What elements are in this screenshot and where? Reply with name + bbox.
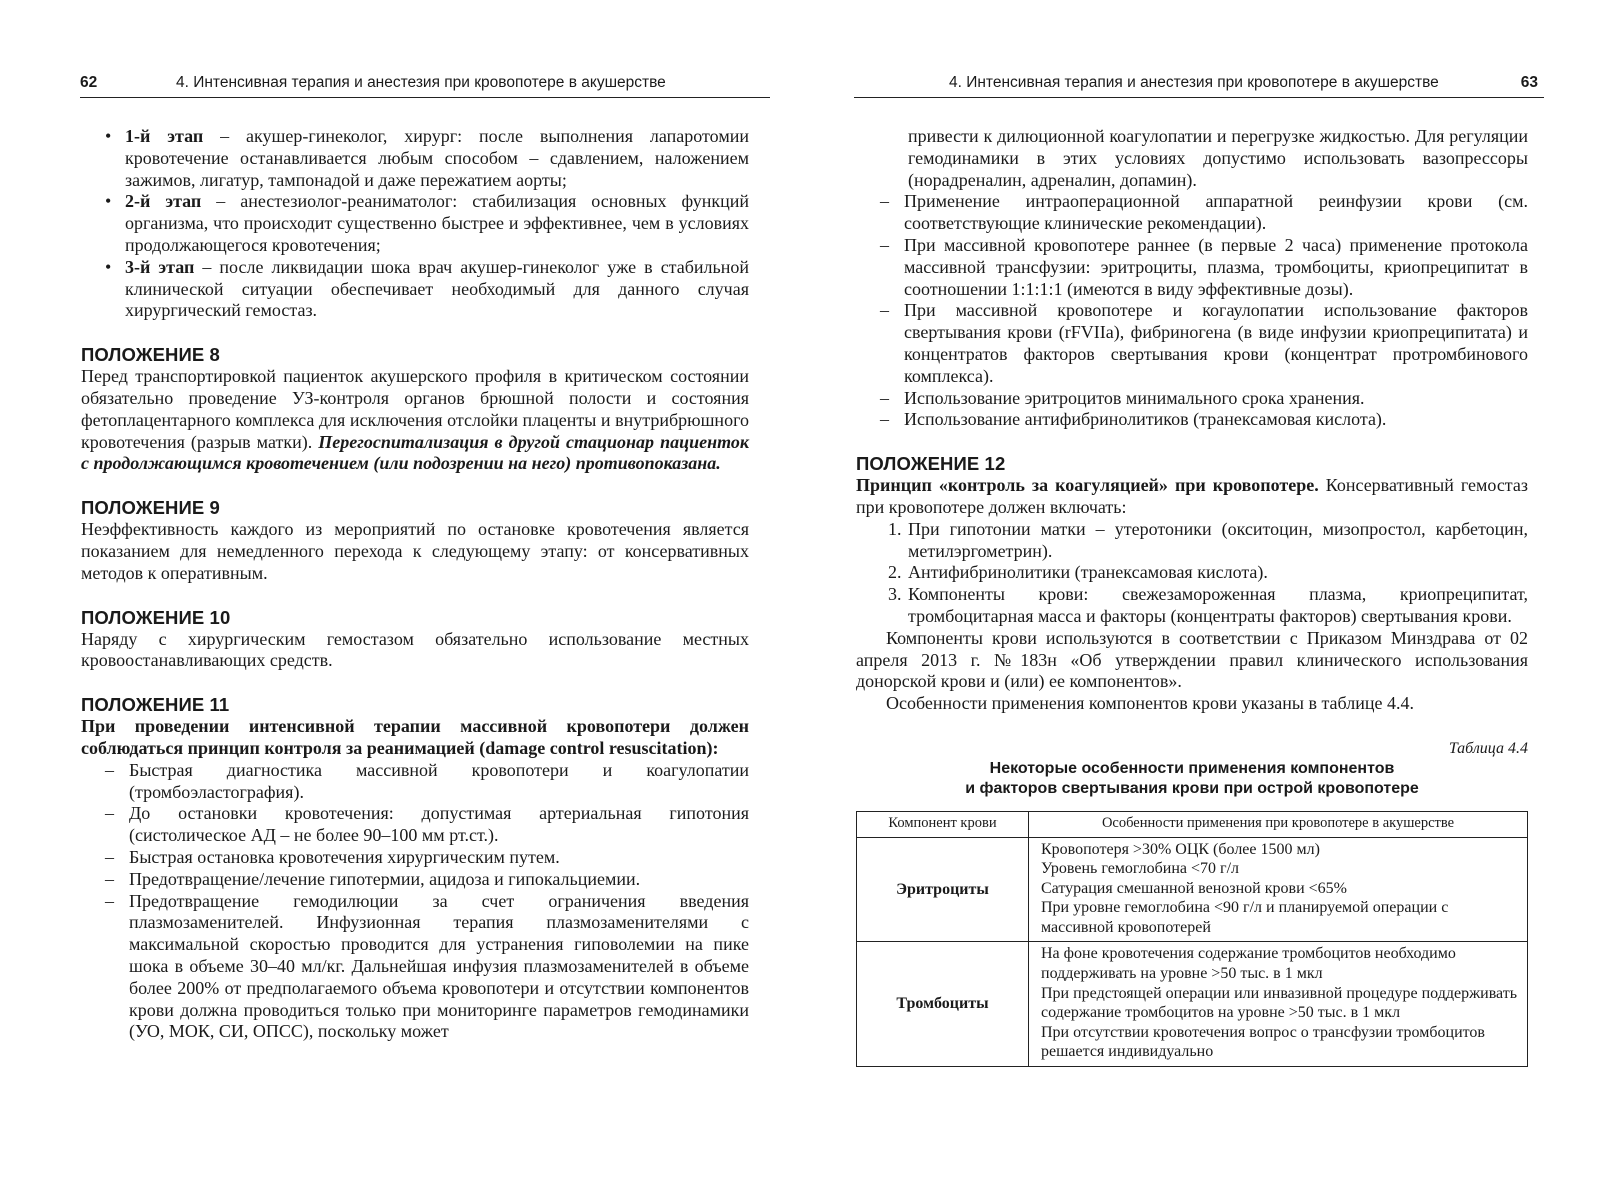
bullet-icon: • (105, 191, 112, 212)
list-item-text: Антифибринолитики (транексамовая кислота). (908, 562, 1268, 583)
stage-label: 1-й этап (125, 126, 204, 146)
dash-icon: – (880, 234, 889, 255)
page-number: 62 (80, 74, 98, 91)
list-item-text: До остановки кровотечения: допустимая артериальная гипотония (систолическое АД – не более 90–100 мм рт.ст.). (129, 803, 749, 846)
list-item (81, 191, 749, 256)
paragraph-order: Компоненты крови используются в соответствии с Приказом Минздрава от 02 апреля 2013 г. №183н «Об утверждении правил клинического использования донорской крови и (или) ее компонентов». (856, 627, 1528, 692)
list-item (856, 191, 1528, 235)
dash-icon: – (880, 300, 889, 321)
list-item (81, 803, 749, 847)
list-item (81, 760, 749, 804)
stage-list (81, 126, 749, 322)
list-item-text: При гипотонии матки – утеротоники (окситоцин, мизопростол, карбетоцин, метилэргометрин). (908, 518, 1528, 561)
list-item-text: Использование эритроцитов минимального срока хранения. (904, 387, 1365, 408)
paragraph-table-ref: Особенности применения компонентов крови указаны в таблице 4.4. (886, 693, 1414, 714)
list-item-text: Быстрая остановка кровотечения хирургическим путем. (129, 846, 560, 867)
details-cell (1029, 837, 1528, 942)
details-cell (1029, 942, 1528, 1067)
section-12-list (856, 519, 1528, 628)
list-item (81, 257, 749, 322)
list-item (856, 409, 1528, 431)
dash-icon: – (880, 387, 889, 408)
details-line: При предстоящей операции или инвазивной процедуре поддерживать содержание тромбоцитов на уровне >50 тыс. в 1 мкл (1041, 984, 1518, 1022)
details-line: Сатурация смешанной венозной крови <65% (1041, 879, 1347, 897)
list-item (81, 891, 749, 1044)
dash-icon: – (880, 409, 889, 430)
continued-list (856, 191, 1528, 431)
list-item (856, 235, 1528, 300)
component-cell: Тромбоциты (857, 942, 1029, 1067)
left-text-column (81, 126, 749, 1043)
section-12-lead-text: Консервативный гемостаз при кровопотере должен включать: (856, 475, 1528, 517)
dash-icon: – (105, 868, 114, 889)
table-title-line: и факторов свертывания крови при острой кровопотере (965, 779, 1419, 797)
list-item (81, 126, 749, 191)
details-line: Уровень гемоглобина <70 г/л (1041, 860, 1240, 878)
component-cell: Эритроциты (857, 837, 1029, 942)
table-title (856, 759, 1528, 799)
running-head-title: 4. Интенсивная терапия и анестезия при кровопотере в акушерстве (176, 74, 666, 91)
section-heading-10: ПОЛОЖЕНИЕ 10 (81, 606, 231, 628)
details-line: При отсутствии кровотечения вопрос о трансфузии тромбоцитов решается индивидуально (1041, 1023, 1485, 1061)
section-11-lead (81, 716, 749, 760)
table-header-cell: Особенности применения при кровопотере в акушерстве (1029, 811, 1528, 837)
list-item (856, 562, 1528, 584)
section-heading-12: ПОЛОЖЕНИЕ 12 (856, 453, 1006, 475)
table-header-cell: Компонент крови (857, 811, 1029, 837)
right-page (800, 0, 1600, 1196)
list-item (856, 300, 1528, 387)
stage-text: – акушер-гинеколог, хирург: после выполнения лапаротомии кровотечение останавливается любым способом – сдавлением, наложением зажимов, лигатур, тампонадой и даже пережатием аорты; (125, 126, 749, 190)
details-line: Кровопотеря >30% ОЦК (более 1500 мл) (1041, 840, 1320, 858)
stage-text: – анестезиолог-реаниматолог: стабилизация основных функций организма, что происходит существенно быстрее и эффективнее, чем в условиях продолжающегося кровотечения; (125, 191, 750, 255)
bullet-icon: • (105, 126, 112, 146)
list-number: 3. (888, 584, 902, 605)
section-12-lead (856, 475, 1528, 519)
section-11-lead-bold: При проведении интенсивной терапии массивной кровопотери должен соблюдаться принцип контроля за реанимацией (damage control resuscitation): (81, 716, 749, 758)
dash-icon: – (105, 759, 114, 780)
list-item (856, 584, 1528, 628)
dash-icon: – (105, 846, 114, 867)
list-item-text: Быстрая диагностика массивной кровопотери и коагулопатии (тромбоэластография). (129, 759, 749, 802)
list-number: 2. (888, 562, 902, 583)
section-9-text: Неэффективность каждого из мероприятий по остановке кровотечения является показанием для немедленного перехода к следующему этапу: от консервативных методов к оперативным. (81, 519, 749, 583)
dash-icon: – (105, 803, 114, 824)
table-row (857, 942, 1528, 1067)
list-item-text: Применение интраоперационной аппаратной реинфузии крови (см. соответствующие клинические рекомендации). (904, 191, 1528, 234)
table-header-row (857, 811, 1528, 837)
list-item-text: Предотвращение/лечение гипотермии, ацидоза и гипокальциемии. (129, 868, 641, 889)
running-head (80, 72, 770, 98)
section-10-text: Наряду с хирургическим гемостазом обязательно использование местных кровоостанавливающих средств. (81, 628, 749, 671)
section-8-body: Перед транспортировкой пациенток акушерского профиля в критическом состоянии обязательно проведение УЗ-контроля органов брюшной полости и состояния фетоплацентарного комплекса для исключения отслойки плаценты и внутрибрюшного кровотечения (разрыв матки). (81, 366, 749, 452)
dash-icon: – (880, 191, 889, 212)
table-title-line: Некоторые особенности применения компонентов (989, 759, 1395, 777)
list-item-text: Компоненты крови: свежезамороженная плазма, криопреципитат, тромбоцитарная масса и факторы (концентраты факторов) свертывания крови. (908, 584, 1528, 626)
blood-components-table (856, 811, 1528, 1067)
continued-list-text: привести к дилюционной коагулопатии и перегрузке жидкостью. Для регуляции гемодинамики в этих условиях допустимо использовать вазопрессоры (норадреналин, адреналин, допамин). (908, 126, 1528, 190)
running-head-title: 4. Интенсивная терапия и анестезия при кровопотере в акушерстве (949, 74, 1439, 91)
section-8-emphasis: Перегоспитализация в другой стационар пациенток с продолжающимся кровотечением (или подозрении на него) противопоказана. (81, 431, 749, 474)
table-row (857, 837, 1528, 942)
dash-icon: – (105, 890, 114, 911)
list-item-text: Предотвращение гемодилюции за счет ограничения введения плазмозаменителей. Инфузионная терапия плазмозаменителями с максимальной скоростью проводится для устранения гиповолемии на пике шока в объеме 30–40 мл/кг. Дальнейшая инфузия плазмозаменителей в объеме более 200% от предполагаемого объема кровопотери и отсутствии компонентов крови должна проводиться только при мониторинге параметров гемодинамики (УО, МОК, СИ, ОПСС), поскольку может (129, 890, 749, 1042)
list-item-text: При массивной кровопотере и когаулопатии использование факторов свертывания крови (rFVIIa), фибриногена (в виде инфузии криопреципитата) и концентратов факторов свертывания крови (концентрат протромбинового комплекса). (904, 300, 1528, 386)
section-heading-8: ПОЛОЖЕНИЕ 8 (81, 344, 220, 366)
section-heading-9: ПОЛОЖЕНИЕ 9 (81, 497, 220, 519)
list-item (81, 869, 749, 891)
right-text-column (856, 126, 1528, 1067)
list-item (856, 388, 1528, 410)
section-12-lead-bold: Принцип «контроль за коагуляцией» при кровопотере. (856, 475, 1319, 496)
bullet-icon: • (105, 256, 112, 277)
list-item-text: Использование антифибринолитиков (транексамовая кислота). (904, 409, 1387, 430)
list-item (81, 847, 749, 869)
stage-text: – после ликвидации шока врач акушер-гинеколог уже в стабильной клинической ситуации обеспечивает необходимый для данного случая хирургический гемостаз. (125, 256, 750, 321)
page-number: 63 (1520, 74, 1538, 91)
details-line: При уровне гемоглобина <90 г/л и планируемой операции с массивной кровопотерей (1041, 899, 1449, 936)
list-item (856, 519, 1528, 563)
details-line: На фоне кровотечения содержание тромбоцитов необходимо поддерживать на уровне >50 тыс. в 1 мкл (1041, 945, 1456, 983)
section-heading-11: ПОЛОЖЕНИЕ 11 (81, 694, 230, 716)
running-head (854, 72, 1544, 98)
stage-label: 3-й этап (125, 256, 195, 277)
list-item-text: При массивной кровопотере раннее (в первые 2 часа) применение протокола массивной трансфузии: эритроциты, плазма, тромбоциты, криопреципитат в соотношении 1:1:1:1 (имеются в виду эффективные дозы). (904, 234, 1528, 299)
list-number: 1. (888, 518, 902, 539)
section-11-list (81, 760, 749, 1043)
table-caption: Таблица 4.4 (1448, 739, 1528, 757)
stage-label: 2-й этап (125, 191, 202, 212)
section-8-text (81, 366, 749, 475)
